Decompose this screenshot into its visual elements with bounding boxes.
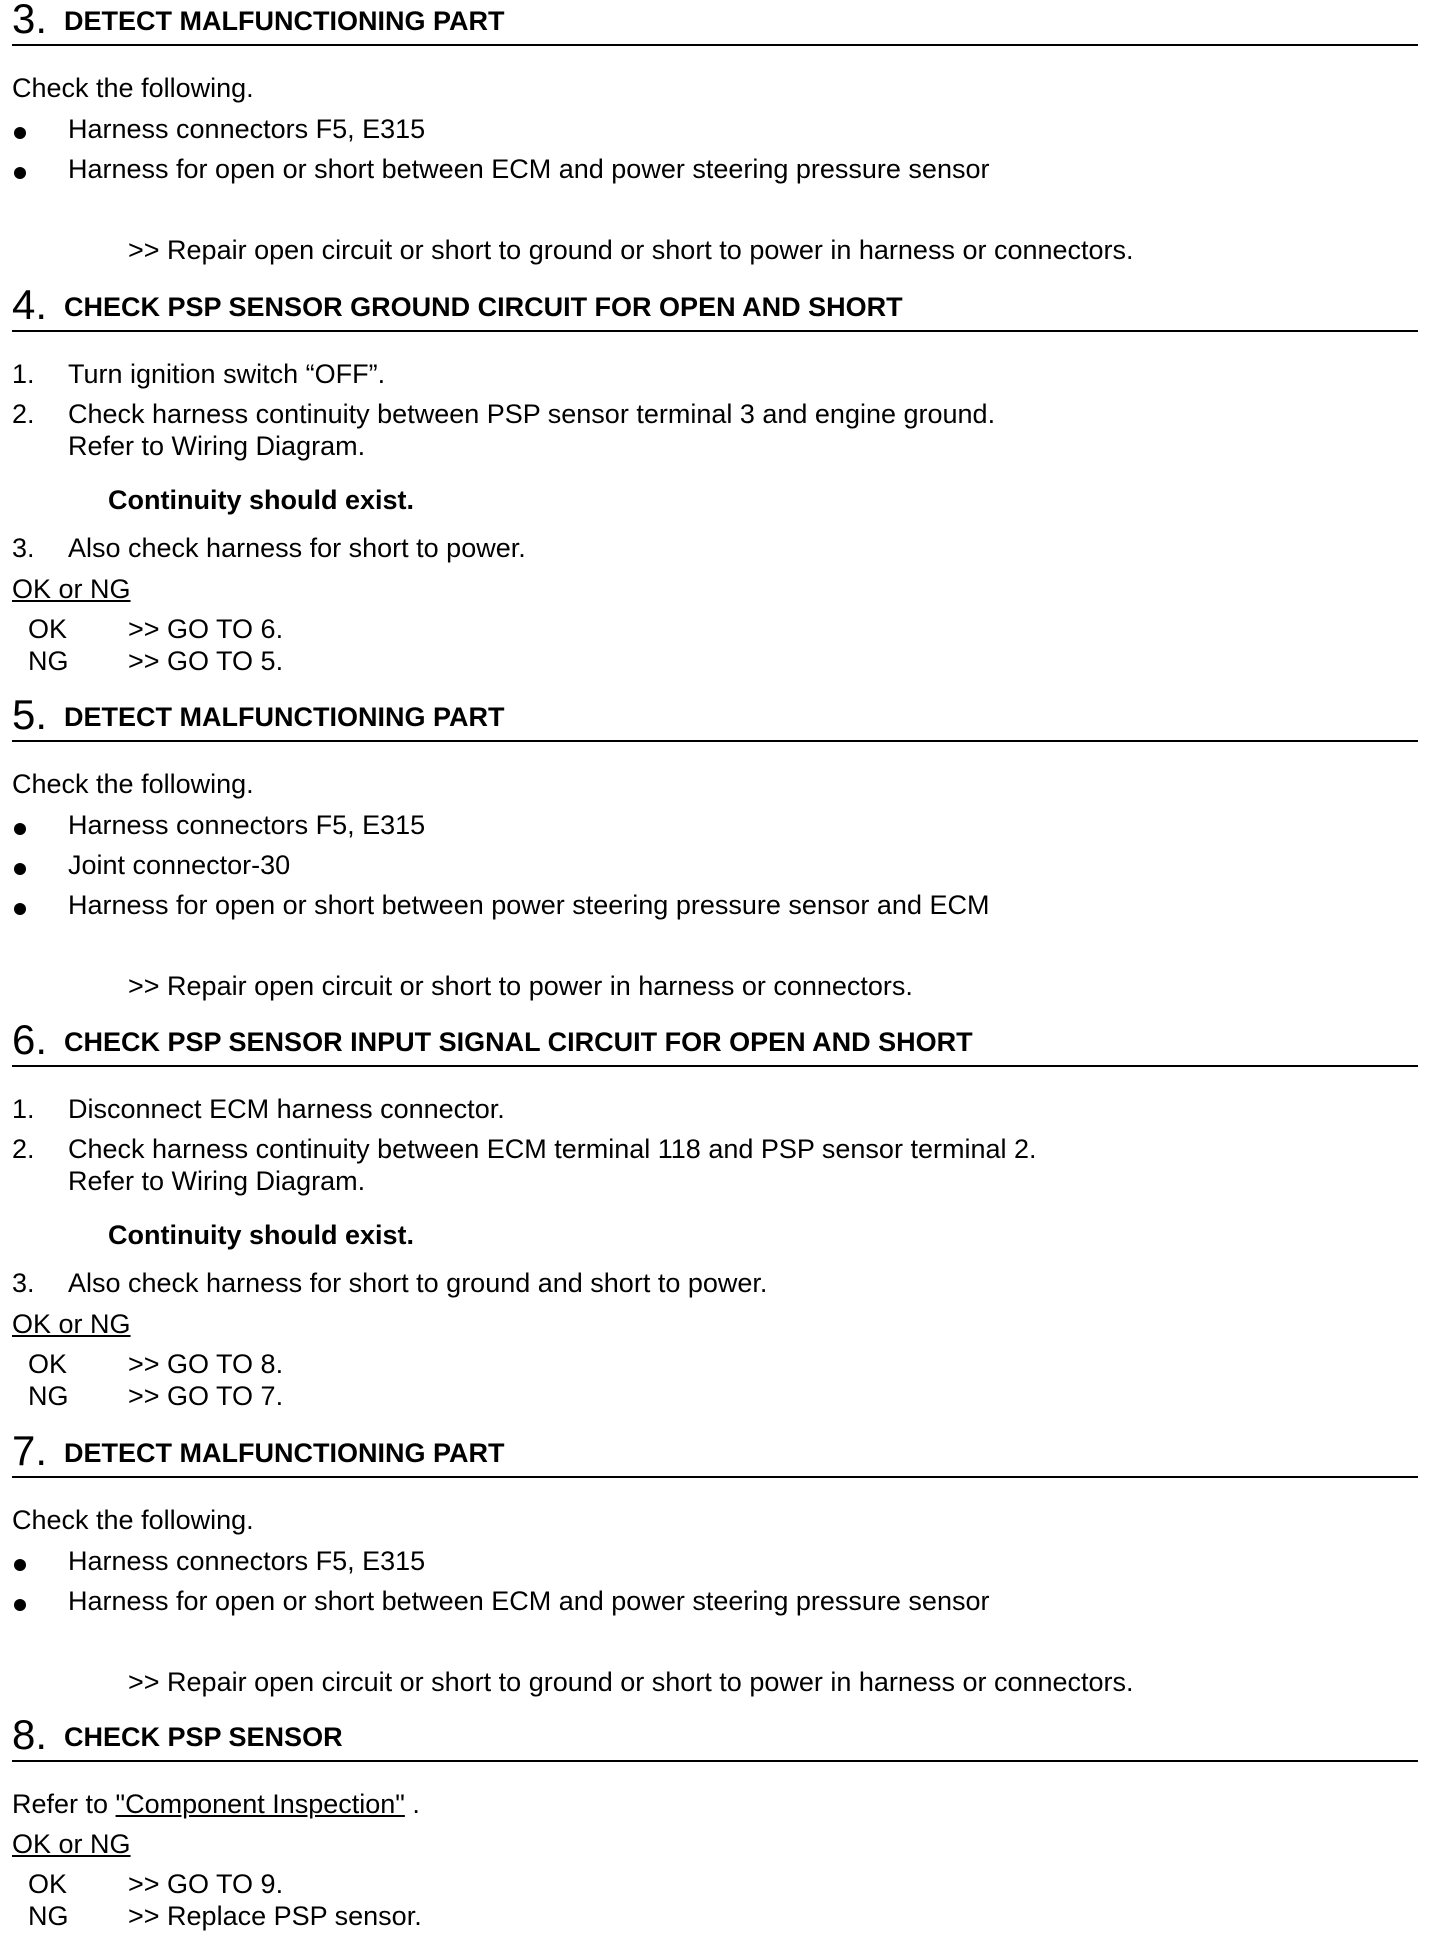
ng-action: >> GO TO 7. — [128, 1381, 284, 1411]
spec-text: Continuity should exist. — [108, 485, 415, 515]
item-number: 2. — [12, 1134, 35, 1164]
component-inspection-link[interactable]: "Component Inspection" — [115, 1789, 405, 1819]
item-text: Check harness continuity between ECM terminal 118 and PSP sensor terminal 2. — [68, 1134, 1037, 1164]
step-title: CHECK PSP SENSOR — [64, 1722, 343, 1752]
ng-action: >> Replace PSP sensor. — [128, 1901, 422, 1931]
bullet-text: Harness for open or short between power steering pressure sensor and ECM — [68, 890, 990, 920]
step-5-intro: Check the following. — [12, 769, 254, 799]
item-number: 2. — [12, 399, 35, 429]
ng-label: NG — [28, 646, 69, 676]
ok-action: >> GO TO 6. — [128, 614, 284, 644]
step-title: DETECT MALFUNCTIONING PART — [64, 6, 505, 36]
bullet-text: Harness connectors F5, E315 — [68, 810, 426, 840]
ok-action: >> GO TO 9. — [128, 1869, 284, 1899]
step-3-header — [12, 0, 1418, 46]
bullet-text: Harness connectors F5, E315 — [68, 114, 426, 144]
bullet-text: Joint connector-30 — [68, 850, 291, 880]
item-text: Check harness continuity between PSP sensor terminal 3 and engine ground. — [68, 399, 996, 429]
refer-suffix: . — [404, 1789, 420, 1819]
ok-label: OK — [28, 1869, 68, 1899]
ok-or-ng-label: OK or NG — [12, 574, 131, 604]
ng-label: NG — [28, 1901, 69, 1931]
item-text-continued: Refer to Wiring Diagram. — [68, 1166, 366, 1196]
spec-text: Continuity should exist. — [108, 1220, 415, 1250]
step-number: 4. — [12, 281, 48, 328]
ok-or-ng-label: OK or NG — [12, 1309, 131, 1339]
ng-action: >> GO TO 5. — [128, 646, 284, 676]
bullet-icon — [14, 903, 26, 915]
bullet-icon — [14, 863, 26, 875]
ok-label: OK — [28, 614, 68, 644]
item-number: 3. — [12, 1268, 35, 1298]
step-7-header — [12, 1427, 1418, 1478]
repair-action: >> Repair open circuit or short to power in harness or connectors. — [128, 971, 913, 1001]
refer-prefix: Refer to — [12, 1789, 116, 1819]
step-title: CHECK PSP SENSOR GROUND CIRCUIT FOR OPEN AND SHORT — [64, 292, 903, 322]
item-text: Turn ignition switch “OFF”. — [68, 359, 386, 389]
item-number: 1. — [12, 359, 35, 389]
ng-label: NG — [28, 1381, 69, 1411]
step-5-header — [12, 691, 1418, 742]
step-8-header — [12, 1711, 1418, 1762]
bullet-icon — [14, 127, 26, 139]
ok-action: >> GO TO 8. — [128, 1349, 284, 1379]
step-number: 6. — [12, 1016, 48, 1063]
item-text-continued: Refer to Wiring Diagram. — [68, 431, 366, 461]
step-number: 8. — [12, 1711, 48, 1758]
step-title: CHECK PSP SENSOR INPUT SIGNAL CIRCUIT FOR OPEN AND SHORT — [64, 1027, 973, 1057]
step-title: DETECT MALFUNCTIONING PART — [64, 1438, 505, 1468]
step-number: 7. — [12, 1427, 48, 1474]
step-title: DETECT MALFUNCTIONING PART — [64, 702, 505, 732]
bullet-icon — [14, 1559, 26, 1571]
step-number: 5. — [12, 691, 48, 738]
bullet-icon — [14, 823, 26, 835]
step-7-intro: Check the following. — [12, 1505, 254, 1535]
step-4-header — [12, 281, 1418, 332]
item-number: 1. — [12, 1094, 35, 1124]
step-3-intro: Check the following. — [12, 73, 254, 103]
bullet-text: Harness for open or short between ECM and power steering pressure sensor — [68, 1586, 990, 1616]
ok-or-ng-label: OK or NG — [12, 1829, 131, 1859]
item-text: Also check harness for short to ground and short to power. — [68, 1268, 768, 1298]
repair-action: >> Repair open circuit or short to ground or short to power in harness or connectors. — [128, 1667, 1134, 1697]
item-text: Also check harness for short to power. — [68, 533, 526, 563]
repair-action: >> Repair open circuit or short to ground or short to power in harness or connectors. — [128, 235, 1134, 265]
step-6-header — [12, 1016, 1418, 1067]
step-number: 3. — [12, 0, 48, 42]
refer-line — [12, 1788, 420, 1820]
bullet-text: Harness for open or short between ECM and power steering pressure sensor — [68, 154, 990, 184]
bullet-text: Harness connectors F5, E315 — [68, 1546, 426, 1576]
item-text: Disconnect ECM harness connector. — [68, 1094, 505, 1124]
item-number: 3. — [12, 533, 35, 563]
ok-label: OK — [28, 1349, 68, 1379]
bullet-icon — [14, 1599, 26, 1611]
bullet-icon — [14, 167, 26, 179]
